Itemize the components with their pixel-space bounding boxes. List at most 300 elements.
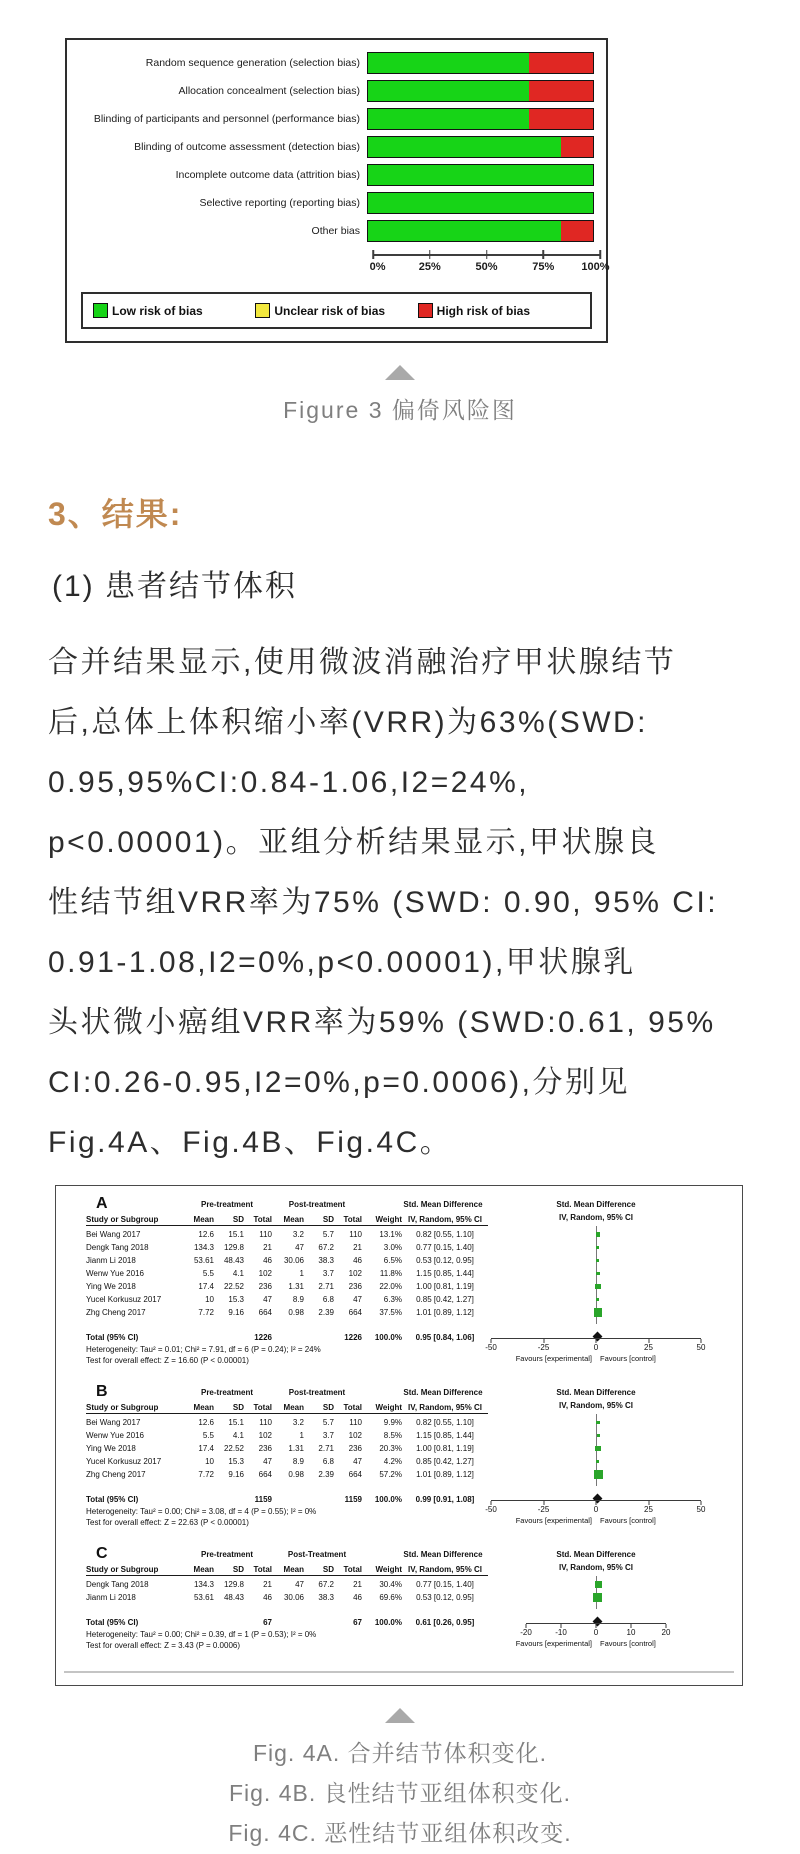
table-cell: 9.16: [228, 1470, 244, 1479]
table-cell: 48.43: [223, 1256, 244, 1265]
forest-panel-b: [56, 1383, 742, 1532]
table-cell: 3.7: [322, 1431, 334, 1440]
rob-row: [67, 192, 606, 214]
table-cell: 8.9: [292, 1295, 304, 1304]
axis-tick-label: -25: [537, 1343, 550, 1352]
table-cell: 4.2%: [383, 1457, 402, 1466]
effect-marker: [596, 1298, 599, 1301]
effect-marker: [595, 1446, 600, 1451]
paragraph-line: 合并结果显示,使用微波消融治疗甲状腺结节: [48, 646, 677, 679]
table-cell: [182, 1493, 214, 1506]
legend-swatch: [418, 303, 433, 318]
table-cell: 53.61: [193, 1256, 214, 1265]
axis-tick-label: 25: [644, 1505, 653, 1514]
rob-bar: [367, 80, 594, 102]
forest-row-track: [491, 1254, 701, 1267]
axis-tick-label: 100%: [581, 261, 610, 273]
table-cell: SD: [322, 1215, 334, 1224]
table-cell: Study or Subgroup: [86, 1565, 159, 1574]
paragraph-line: p<0.00001)。亚组分析结果显示,甲状腺良: [48, 826, 659, 859]
rob-category-label: Selective reporting (reporting bias): [199, 196, 360, 209]
paragraph-line: 0.95,95%CI:0.84-1.06,I2=24%,: [48, 766, 530, 799]
table-cell: 1226: [344, 1333, 362, 1342]
table-cell: 46: [263, 1256, 272, 1265]
group-header-post: Post-treatment: [288, 1388, 346, 1397]
rob-segment-low: [368, 53, 529, 73]
overall-effect-note: Test for overall effect: Z = 3.43 (P = 0.0006): [86, 1641, 241, 1650]
table-cell: 46: [263, 1593, 272, 1602]
rob-row: [67, 108, 606, 130]
table-cell: 1226: [254, 1333, 272, 1342]
rob-chart: [65, 38, 608, 343]
table-cell: Weight: [375, 1403, 402, 1412]
axis-tick-label: -25: [537, 1505, 550, 1514]
table-cell: Mean: [193, 1215, 214, 1224]
column-header-row: [86, 1401, 488, 1414]
figure4c-caption: Fig. 4C. 恶性结节亚组体积改变.: [228, 1820, 572, 1846]
table-cell: Total: [343, 1215, 362, 1224]
table-cell: Jianm Li 2018: [86, 1256, 136, 1265]
table-cell: 110: [349, 1418, 362, 1427]
table-cell: 0.99 [0.91, 1.08]: [415, 1495, 475, 1504]
axis-tick-label: 20: [661, 1628, 671, 1637]
paragraph-line: 0.91-1.08,I2=0%,p<0.00001),甲状腺乳: [48, 946, 636, 979]
forest-plot-rows: [491, 1416, 701, 1481]
rob-category-label: Blinding of participants and personnel (performance bias): [93, 112, 360, 125]
table-cell: [214, 1493, 244, 1506]
table-cell: Total: [253, 1215, 272, 1224]
table-cell: 4.1: [232, 1431, 244, 1440]
axis-tick-label: 25: [644, 1343, 653, 1352]
effect-marker: [593, 1593, 602, 1602]
rob-category-label: Allocation concealment (selection bias): [178, 84, 360, 97]
table-row: [86, 1468, 488, 1481]
table-cell: 21: [263, 1580, 272, 1589]
rob-segment-high: [561, 221, 593, 241]
table-row: [86, 1293, 488, 1306]
legend-label: High risk of bias: [436, 303, 531, 318]
table-cell: Mean: [193, 1565, 214, 1574]
rob-bar: [367, 164, 594, 186]
table-cell: 22.0%: [379, 1282, 402, 1291]
table-cell: 22.52: [223, 1444, 244, 1453]
overall-effect-note: Test for overall effect: Z = 22.63 (P < 0.00001): [86, 1518, 249, 1527]
table-cell: 21: [353, 1243, 362, 1252]
rob-axis-labels: [369, 261, 610, 275]
table-cell: Weight: [375, 1565, 402, 1574]
rob-segment-low: [368, 165, 593, 185]
favours-experimental: Favours [experimental]: [515, 1639, 592, 1648]
table-cell: 21: [263, 1243, 272, 1252]
table-cell: 30.4%: [379, 1580, 402, 1589]
table-cell: 3.2: [292, 1230, 304, 1239]
collapse-arrow-icon: [385, 1708, 415, 1723]
effect-marker: [597, 1434, 600, 1437]
table-cell: 1159: [254, 1495, 272, 1504]
table-cell: 102: [348, 1269, 362, 1278]
figure4-captions: [0, 1733, 800, 1853]
forest-panel-c: [56, 1545, 742, 1655]
table-cell: IV, Random, 95% CI: [408, 1403, 482, 1412]
table-cell: Total (95% CI): [86, 1618, 139, 1627]
table-row: [86, 1591, 488, 1604]
table-row: [86, 1416, 488, 1429]
table-cell: IV, Random, 95% CI: [408, 1215, 482, 1224]
effect-marker: [596, 1232, 600, 1236]
table-cell: 3.2: [292, 1418, 304, 1427]
table-cell: 11.8%: [379, 1269, 402, 1278]
rob-category-label: Random sequence generation (selection bias): [145, 56, 360, 69]
rob-axis: [369, 248, 610, 282]
forest-plot-rows: [491, 1228, 701, 1319]
table-cell: Total: [343, 1565, 362, 1574]
table-cell: 30.06: [283, 1593, 304, 1602]
table-cell: 1: [299, 1269, 304, 1278]
forest-row-track: [491, 1293, 701, 1306]
plot-header-ci: IV, Random, 95% CI: [559, 1563, 633, 1572]
table-cell: 10: [205, 1295, 214, 1304]
plot-axis-labels: [485, 1505, 706, 1514]
axis-tick-label: 0: [593, 1628, 599, 1637]
table-cell: 2.39: [318, 1470, 334, 1479]
axis-tick-label: 50%: [475, 261, 498, 273]
forest-row-track: [491, 1468, 701, 1481]
table-cell: 102: [258, 1269, 272, 1278]
axis-tick-label: 50: [696, 1343, 706, 1352]
table-row: [86, 1429, 488, 1442]
group-header-post: Post-treatment: [288, 1200, 346, 1209]
table-cell: 0.82 [0.55, 1.10]: [416, 1418, 474, 1427]
table-cell: Total: [343, 1403, 362, 1412]
table-cell: 6.3%: [383, 1295, 402, 1304]
table-cell: 22.52: [223, 1282, 244, 1291]
rob-segment-low: [368, 137, 561, 157]
table-row: [86, 1578, 488, 1591]
table-cell: 7.72: [198, 1308, 214, 1317]
table-cell: 664: [258, 1470, 272, 1479]
axis-tick-label: 75%: [532, 261, 555, 273]
table-cell: 6.8: [322, 1295, 334, 1304]
table-cell: 5.5: [202, 1431, 214, 1440]
table-cell: 7.72: [198, 1470, 214, 1479]
rob-row: [67, 136, 606, 158]
axis-tick: [599, 250, 601, 259]
forest-plot-rows: [491, 1578, 701, 1604]
table-cell: 48.43: [223, 1593, 244, 1602]
forest-box: [55, 1185, 743, 1686]
table-cell: SD: [232, 1565, 244, 1574]
axis-tick-label: 25%: [418, 261, 441, 273]
forest-row-track: [491, 1416, 701, 1429]
legend-swatch: [255, 303, 270, 318]
favours-labels: [488, 1516, 704, 1526]
table-cell: 5.7: [322, 1230, 334, 1239]
favours-experimental: Favours [experimental]: [515, 1354, 592, 1363]
table-cell: Total: [253, 1403, 272, 1412]
table-cell: Total (95% CI): [86, 1495, 139, 1504]
table-cell: 15.3: [228, 1457, 244, 1466]
table-cell: 10: [205, 1457, 214, 1466]
effect-marker: [594, 1470, 603, 1479]
axis-tick-label: -20: [520, 1628, 532, 1637]
paragraph-line: Fig.4A、Fig.4B、Fig.4C。: [48, 1126, 453, 1159]
table-cell: 1.31: [288, 1282, 304, 1291]
table-cell: Dengk Tang 2018: [86, 1580, 149, 1589]
table-cell: 57.2%: [379, 1470, 402, 1479]
effect-marker: [596, 1246, 599, 1249]
table-cell: Yucel Korkusuz 2017: [86, 1457, 162, 1466]
rob-row: [67, 164, 606, 186]
table-cell: 3.0%: [383, 1243, 402, 1252]
rob-segment-low: [368, 81, 529, 101]
forest-row-track: [491, 1455, 701, 1468]
table-cell: 53.61: [193, 1593, 214, 1602]
forest-row-track: [491, 1228, 701, 1241]
table-cell: 47: [295, 1243, 304, 1252]
table-cell: 1.00 [0.81, 1.19]: [416, 1282, 474, 1291]
rob-bar: [367, 220, 594, 242]
table-cell: 67.2: [318, 1580, 334, 1589]
panel-letter: C: [96, 1545, 108, 1562]
effect-marker: [594, 1308, 602, 1316]
table-cell: SD: [232, 1215, 244, 1224]
group-header-post: Post-Treatment: [287, 1550, 347, 1559]
group-header-pre: Pre-treatment: [200, 1388, 253, 1397]
table-cell: 1.01 [0.89, 1.12]: [416, 1308, 474, 1317]
table-cell: 1.00 [0.81, 1.19]: [416, 1444, 474, 1453]
table-row: [86, 1401, 488, 1414]
table-cell: 0.61 [0.26, 0.95]: [415, 1618, 475, 1627]
table-cell: 47: [263, 1295, 272, 1304]
table-cell: Mean: [283, 1403, 304, 1412]
table-cell: Ying We 2018: [86, 1444, 136, 1453]
group-header-pre: Pre-treatment: [200, 1550, 253, 1559]
study-rows: [86, 1578, 488, 1604]
table-cell: Total (95% CI): [86, 1333, 139, 1342]
table-cell: 46: [353, 1593, 362, 1602]
table-cell: 30.06: [283, 1256, 304, 1265]
favours-labels: [488, 1639, 704, 1649]
table-cell: 1: [299, 1431, 304, 1440]
table-cell: Mean: [283, 1215, 304, 1224]
table-cell: 1159: [344, 1495, 362, 1504]
table-cell: 69.6%: [379, 1593, 402, 1602]
table-cell: [182, 1616, 214, 1629]
effect-marker: [595, 1284, 601, 1290]
rob-segment-high: [561, 137, 593, 157]
effect-marker: [596, 1460, 599, 1463]
forest-row-track: [491, 1442, 701, 1455]
table-cell: 0.82 [0.55, 1.10]: [416, 1230, 474, 1239]
group-header-smd: Std. Mean Difference: [403, 1550, 483, 1559]
rob-segment-high: [529, 81, 593, 101]
paragraph-line: 性结节组VRR率为75% (SWD: 0.90, 95% CI:: [48, 886, 719, 919]
group-header-smd: Std. Mean Difference: [403, 1388, 483, 1397]
effect-marker: [596, 1421, 600, 1425]
table-cell: 110: [259, 1418, 272, 1427]
table-cell: 236: [348, 1444, 362, 1453]
panel-letter: A: [96, 1195, 108, 1212]
axis-tick-label: -10: [555, 1628, 567, 1637]
forest-plot: [488, 1548, 704, 1655]
table-cell: 67: [353, 1618, 362, 1627]
table-cell: 2.71: [318, 1282, 334, 1291]
table-cell: 4.1: [232, 1269, 244, 1278]
sub-heading: (1) 患者结节体积: [52, 570, 297, 603]
table-row: [86, 1254, 488, 1267]
table-cell: 8.5%: [383, 1431, 402, 1440]
rob-bar: [367, 136, 594, 158]
table-cell: 17.4: [198, 1282, 214, 1291]
legend-label: Low risk of bias: [112, 303, 203, 318]
table-cell: 13.1%: [379, 1230, 402, 1239]
effect-marker: [596, 1272, 600, 1276]
favours-control: Favours [control]: [600, 1516, 656, 1525]
forest-panel-a: [56, 1195, 742, 1370]
forest-row-track: [491, 1280, 701, 1293]
table-cell: 6.5%: [383, 1256, 402, 1265]
table-row: [86, 1306, 488, 1319]
table-cell: 100.0%: [374, 1618, 402, 1627]
axis-tick-label: 10: [626, 1628, 636, 1637]
table-cell: 67: [263, 1618, 272, 1627]
table-cell: 664: [258, 1308, 272, 1317]
table-cell: SD: [232, 1403, 244, 1412]
paragraph-line: 后,总体上体积缩小率(VRR)为63%(SWD:: [48, 706, 649, 739]
table-cell: Mean: [193, 1403, 214, 1412]
figure3-caption: Figure 3 偏倚风险图: [283, 397, 517, 423]
table-cell: [272, 1616, 304, 1629]
table-cell: 1.01 [0.89, 1.12]: [416, 1470, 474, 1479]
axis-tick: [429, 250, 431, 259]
rob-bar: [367, 192, 594, 214]
forest-plot: [485, 1198, 706, 1370]
table-cell: Zhg Cheng 2017: [86, 1470, 146, 1479]
figure4-forest-plots: [0, 1185, 800, 1686]
forest-row-track: [491, 1578, 701, 1591]
table-cell: 0.95 [0.84, 1.06]: [415, 1333, 475, 1342]
table-row: [86, 1455, 488, 1468]
table-cell: Study or Subgroup: [86, 1403, 159, 1412]
axis-tick: [543, 250, 545, 259]
favours-experimental: Favours [experimental]: [515, 1516, 592, 1525]
table-cell: 46: [353, 1256, 362, 1265]
plot-axis-labels: [485, 1343, 706, 1352]
table-cell: 0.53 [0.12, 0.95]: [416, 1593, 474, 1602]
table-row: [86, 1267, 488, 1280]
table-cell: 15.3: [228, 1295, 244, 1304]
table-cell: 236: [258, 1444, 272, 1453]
table-cell: 47: [295, 1580, 304, 1589]
divider: [64, 1671, 734, 1673]
rob-row: [67, 52, 606, 74]
table-cell: [272, 1331, 304, 1344]
table-cell: 5.7: [322, 1418, 334, 1427]
heterogeneity-note: Heterogeneity: Tau² = 0.01; Chi² = 7.91, df = 6 (P = 0.24); I² = 24%: [86, 1345, 321, 1354]
table-row: [86, 1563, 488, 1576]
table-cell: 129.8: [223, 1580, 244, 1589]
table-cell: 100.0%: [374, 1333, 402, 1342]
panel-letter: B: [96, 1383, 108, 1400]
section-heading: 3、结果:: [48, 496, 183, 532]
axis-tick-label: 0%: [369, 261, 386, 273]
table-cell: Total: [253, 1565, 272, 1574]
table-cell: 102: [348, 1431, 362, 1440]
favours-labels: [488, 1354, 704, 1364]
table-cell: 21: [353, 1580, 362, 1589]
table-cell: Wenw Yue 2016: [86, 1269, 144, 1278]
effect-marker: [595, 1581, 602, 1588]
plot-header-ci: IV, Random, 95% CI: [559, 1213, 633, 1222]
table-cell: 20.3%: [379, 1444, 402, 1453]
table-cell: [304, 1331, 334, 1344]
table-cell: 8.9: [292, 1457, 304, 1466]
table-cell: 0.98: [288, 1470, 304, 1479]
table-cell: Study or Subgroup: [86, 1215, 159, 1224]
table-cell: 9.9%: [383, 1418, 402, 1427]
forest-plot: [485, 1386, 706, 1532]
overall-effect-note: Test for overall effect: Z = 16.60 (P < 0.00001): [86, 1356, 249, 1365]
column-header-row: [86, 1563, 488, 1576]
table-cell: Bei Wang 2017: [86, 1230, 141, 1239]
table-cell: 12.6: [198, 1418, 214, 1427]
rob-row: [67, 220, 606, 242]
table-cell: 9.16: [228, 1308, 244, 1317]
table-cell: 664: [348, 1308, 362, 1317]
plot-header-smd: Std. Mean Difference: [556, 1550, 636, 1559]
column-header-row: [86, 1213, 488, 1226]
total-row: [86, 1493, 488, 1506]
favours-control: Favours [control]: [600, 1354, 656, 1363]
plot-axis-labels: [520, 1628, 671, 1637]
rob-segment-low: [368, 109, 529, 129]
table-row: [86, 1331, 488, 1344]
axis-tick: [486, 250, 488, 259]
table-row: [86, 1616, 488, 1629]
table-cell: [214, 1331, 244, 1344]
favours-control: Favours [control]: [600, 1639, 656, 1648]
table-cell: 1.15 [0.85, 1.44]: [416, 1269, 474, 1278]
axis-tick: [372, 250, 374, 259]
table-cell: SD: [322, 1403, 334, 1412]
table-cell: 2.39: [318, 1308, 334, 1317]
rob-row: [67, 80, 606, 102]
legend-item: [255, 303, 417, 318]
axis-tick-label: -50: [485, 1505, 497, 1514]
axis-tick-label: 50: [696, 1505, 706, 1514]
table-cell: Jianm Li 2018: [86, 1593, 136, 1602]
plot-header-ci: IV, Random, 95% CI: [559, 1401, 633, 1410]
table-row: [86, 1442, 488, 1455]
rob-legend: [81, 292, 592, 329]
table-cell: 37.5%: [379, 1308, 402, 1317]
table-cell: 15.1: [228, 1418, 244, 1427]
table-cell: 38.3: [318, 1593, 334, 1602]
rob-bar: [367, 52, 594, 74]
table-cell: 0.77 [0.15, 1.40]: [416, 1243, 474, 1252]
table-cell: [304, 1616, 334, 1629]
table-row: [86, 1228, 488, 1241]
table-cell: 102: [258, 1431, 272, 1440]
table-cell: 17.4: [198, 1444, 214, 1453]
table-cell: 0.77 [0.15, 1.40]: [416, 1580, 474, 1589]
table-cell: Bei Wang 2017: [86, 1418, 141, 1427]
table-cell: Wenw Yue 2016: [86, 1431, 144, 1440]
table-cell: 47: [353, 1457, 362, 1466]
table-cell: [272, 1493, 304, 1506]
table-cell: 6.8: [322, 1457, 334, 1466]
table-cell: SD: [322, 1565, 334, 1574]
